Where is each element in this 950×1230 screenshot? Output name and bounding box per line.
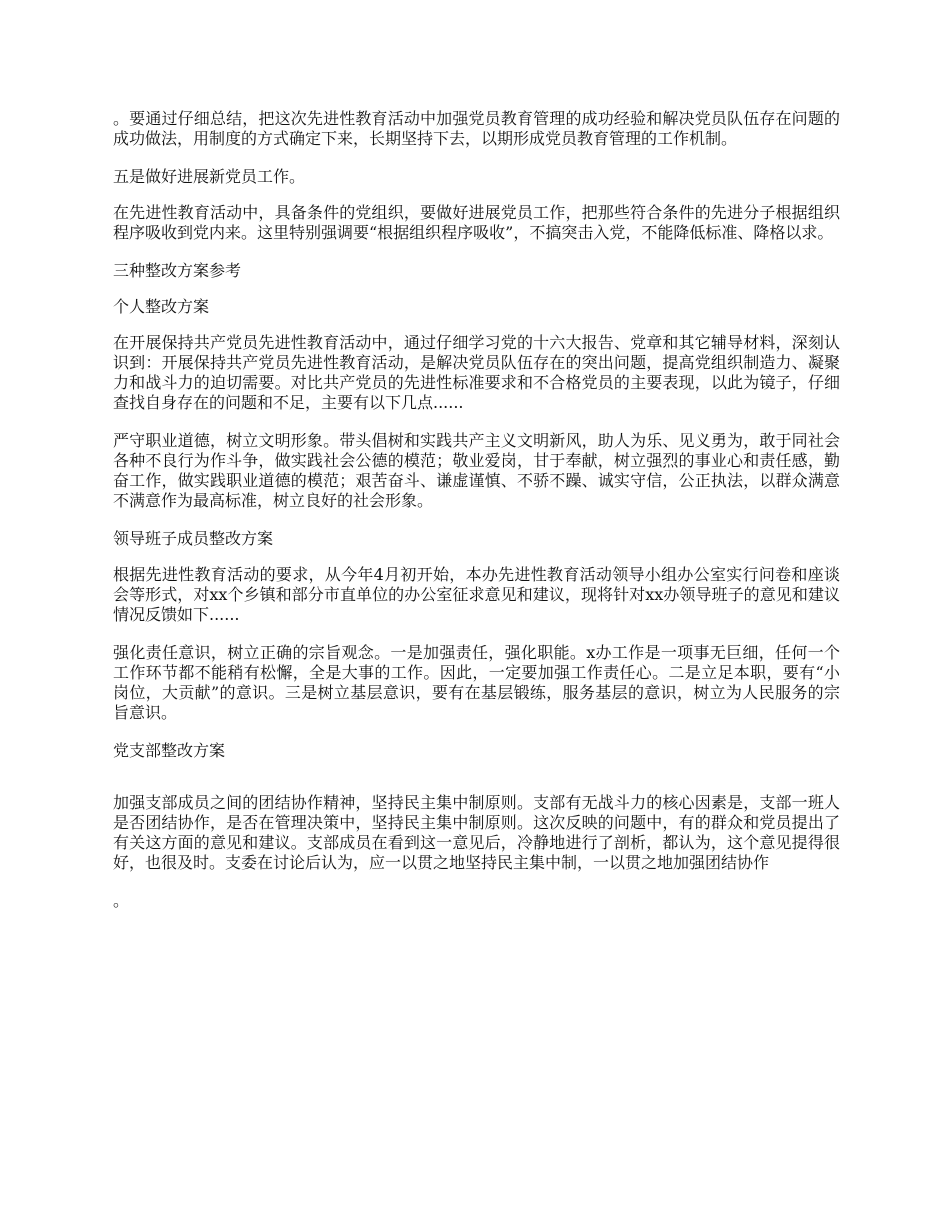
paragraph-leadership-plan-duty: 强化责任意识，树立正确的宗旨观念。一是加强责任，强化职能。x办工作是一项事无巨细，任何一个工作环节都不能稍有松懈，全是大事的工作。因此，一定要加强工作责任心。二是立足本职，要有“小岗位，大贡献”的意识。三是树立基层意识，要有在基层锻练，服务基层的意识，树立为人民服务的宗旨意识。 <box>113 643 840 722</box>
paragraph-new-members: 在先进性教育活动中，具备条件的党组织，要做好进展党员工作，把那些符合条件的先进分子根据组织程序吸收到党内来。这里特别强调要“根据组织程序吸收”，不搞突击入党，不能降低标准、降格以求。 <box>113 203 840 242</box>
heading-new-members: 五是做好进展新党员工作。 <box>113 167 306 186</box>
heading-leadership-plan: 领导班子成员整改方案 <box>113 529 274 548</box>
paragraph-leadership-plan-intro: 根据先进性教育活动的要求，从今年4月初开始，本办先进性教育活动领导小组办公室实行问卷和座谈会等形式，对xx个乡镇和部分市直单位的办公室征求意见和建议，现将针对xx办领导班子的意见和建议情况反馈如下...... <box>113 565 840 624</box>
heading-three-plans: 三种整改方案参考 <box>113 261 242 280</box>
paragraph-personal-plan-intro: 在开展保持共产党员先进性教育活动中，通过仔细学习党的十六大报告、党章和其它辅导材料，深刻认识到：开展保持共产党员先进性教育活动，是解决党员队伍存在的突出问题，提高党组织制造力、凝聚力和战斗力的迫切需要。对比共产党员的先进性标准要求和不合格党员的主要表现，以此为镜子，仔细查找自身存在的问题和不足，主要有以下几点...... <box>113 333 840 412</box>
paragraph-personal-plan-ethics: 严守职业道德，树立文明形象。带头倡树和实践共产主义文明新风，助人为乐、见义勇为，敢于同社会各种不良行为作斗争，做实践社会公德的模范；敬业爱岗，甘于奉献，树立强烈的事业心和责任感，勤奋工作，做实践职业道德的模范；艰苦奋斗、谦虚谨慎、不骄不躁、诚实守信，公正执法，以群众满意不满意作为最高标准，树立良好的社会形象。 <box>113 431 840 510</box>
heading-branch-plan: 党支部整改方案 <box>113 741 226 760</box>
document-page <box>113 109 840 929</box>
paragraph-closing-mark: 。 <box>113 891 130 910</box>
heading-personal-plan: 个人整改方案 <box>113 297 210 316</box>
paragraph-summary: 。要通过仔细总结，把这次先进性教育活动中加强党员教育管理的成功经验和解决党员队伍存在问题的成功做法，用制度的方式确定下来，长期坚持下去，以期形成党员教育管理的工作机制。 <box>113 109 840 148</box>
paragraph-branch-plan: 加强支部成员之间的团结协作精神，坚持民主集中制原则。支部有无战斗力的核心因素是，支部一班人是否团结协作，是否在管理决策中，坚持民主集中制原则。这次反映的问题中，有的群众和党员提出了有关这方面的意见和建议。支部成员在看到这一意见后，冷静地进行了剖析，都认为，这个意见提得很好，也很及时。支委在讨论后认为，应一以贯之地坚持民主集中制，一以贯之地加强团结协作 <box>113 793 840 872</box>
